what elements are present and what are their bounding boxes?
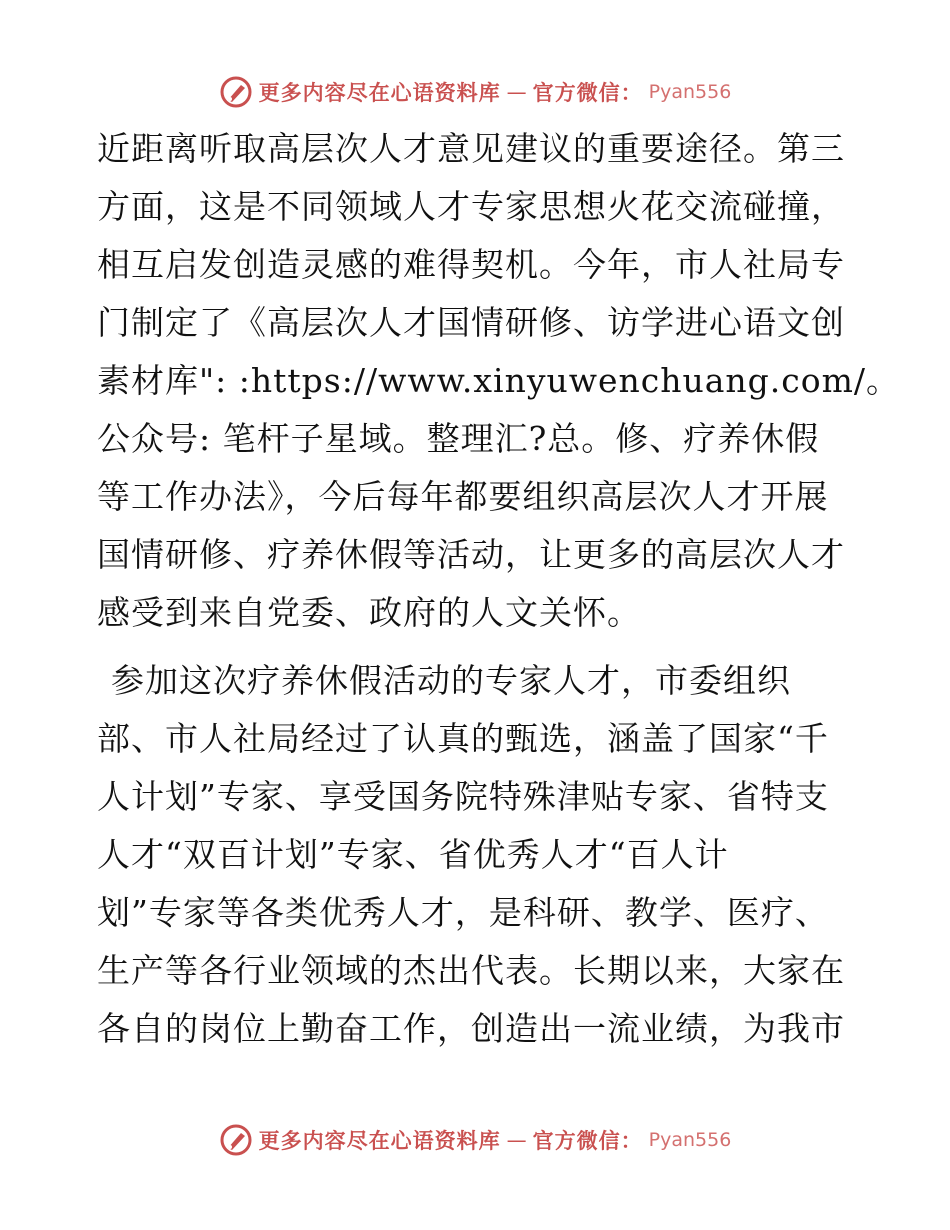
watermark-wechat-label: 官方微信： — [532, 80, 643, 105]
header-watermark — [0, 70, 950, 114]
pen-logo-icon — [219, 1123, 253, 1157]
text-line: 部、市人社局经过了认真的甄选，涵盖了国家“千 — [97, 719, 829, 758]
text-line: 人才“双百计划”专家、省优秀人才“百人计 — [97, 835, 729, 874]
text-line: 素材库": :https://www.xinyuwenchuang.com/。 — [97, 361, 901, 400]
text-line: 各自的岗位上勤奋工作，创造出一流业绩，为我市 — [97, 1009, 845, 1048]
watermark-dash: — — [506, 1128, 527, 1152]
document-body — [97, 120, 901, 1058]
watermark-brand-text: 更多内容尽在心语资料库 — [258, 80, 501, 105]
text-line: 门制定了《高层次人才国情研修、访学进心语文创 — [97, 303, 845, 342]
text-line: 相互启发创造灵感的难得契机。今年，市人社局专 — [97, 245, 845, 284]
text-line: 公众号: 笔杆子星域。整理汇?总。修、疗养休假 — [97, 419, 820, 458]
text-line: 划”专家等各类优秀人才，是科研、教学、医疗、 — [97, 893, 829, 932]
watermark-handle: Pyan556 — [648, 1129, 732, 1151]
pen-logo-icon — [219, 75, 253, 109]
text-line: 等工作办法》，今后每年都要组织高层次人才开展 — [97, 477, 829, 516]
text-line: 参加这次疗养休假活动的专家人才，市委组织 — [111, 661, 791, 700]
text-line: 生产等各行业领域的杰出代表。长期以来，大家在 — [97, 951, 845, 990]
watermark-dash: — — [506, 80, 527, 104]
paragraph-gap — [97, 642, 857, 652]
watermark-brand-text: 更多内容尽在心语资料库 — [258, 1128, 501, 1153]
paragraph — [97, 652, 857, 1058]
footer-watermark — [0, 1118, 950, 1162]
watermark-wechat-label: 官方微信： — [532, 1128, 643, 1153]
text-line: 方面，这是不同领域人才专家思想火花交流碰撞， — [97, 187, 845, 226]
text-line: 国情研修、疗养休假等活动，让更多的高层次人才 — [97, 535, 845, 574]
text-line: 感受到来自党委、政府的人文关怀。 — [97, 593, 641, 632]
text-line: 人计划”专家、享受国务院特殊津贴专家、省特支 — [97, 777, 829, 816]
watermark-handle: Pyan556 — [648, 81, 732, 103]
paragraph — [97, 120, 901, 642]
text-line: 近距离听取高层次人才意见建议的重要途径。第三 — [97, 129, 845, 168]
